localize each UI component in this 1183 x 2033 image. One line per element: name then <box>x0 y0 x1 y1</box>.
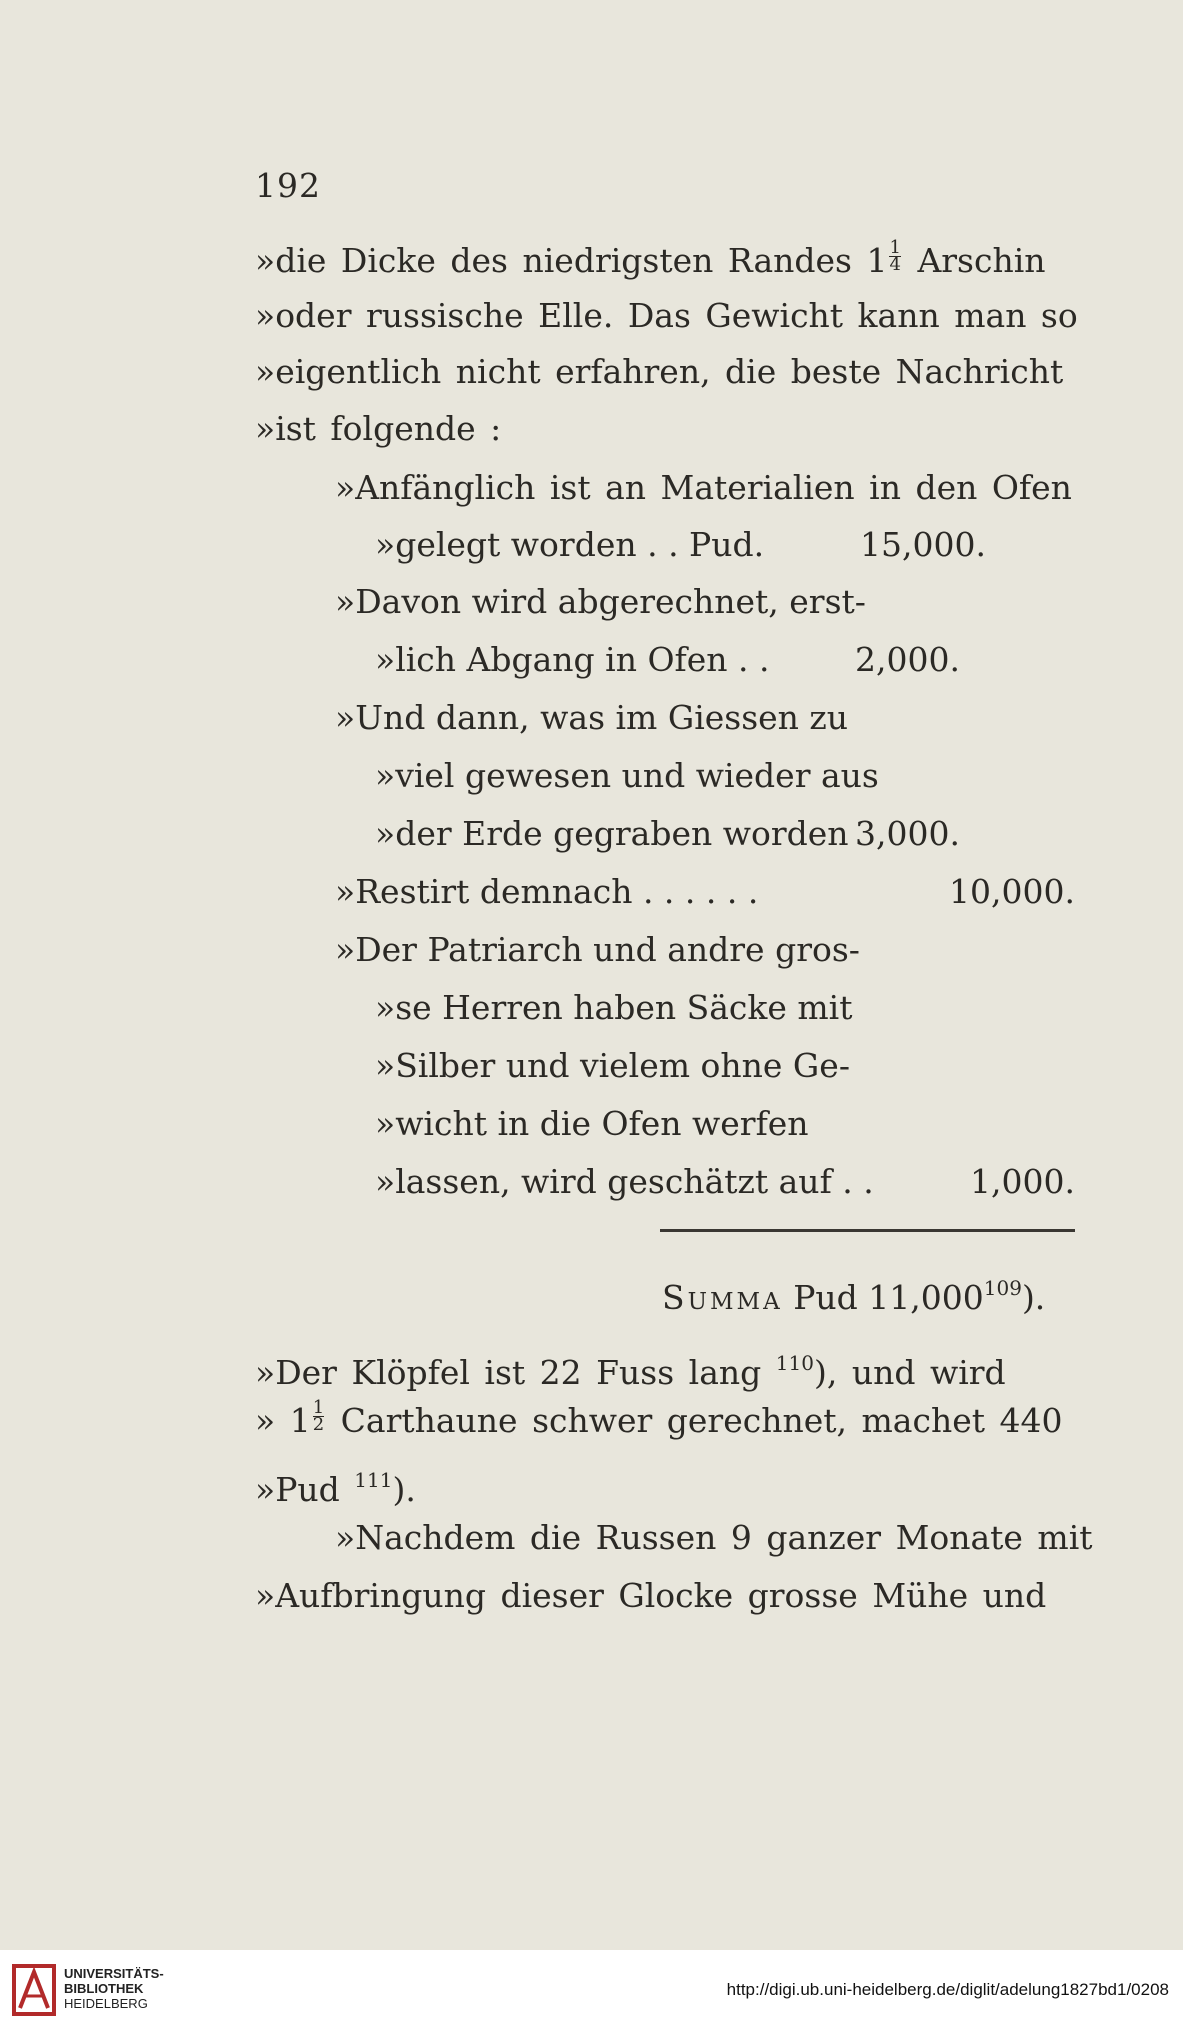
fraction-one-half: 1 $\frac{1}{2}$ <box>289 1397 325 1440</box>
table-row-label: »Und dann, was im Giessen zu <box>335 698 849 737</box>
table-row-label: »se Herren haben Säcke mit <box>375 988 853 1027</box>
summa-label: Summa <box>662 1278 783 1317</box>
text-line-6: »Der Klöpfel ist 22 Fuss lang $^{110}$), und wird <box>255 1351 1006 1392</box>
table-row-label: »Restirt demnach . . . . . . <box>335 872 759 911</box>
table-row-label: »Der Patriarch und andre gros- <box>335 930 860 969</box>
ub-heidelberg-logo-icon[interactable] <box>12 1962 56 2018</box>
text-line-8: »Pud $^{111}$). <box>255 1468 416 1509</box>
table-row-label: »wicht in die Ofen werfen <box>375 1104 809 1143</box>
institution-name: UNIVERSITÄTS- BIBLIOTHEK HEIDELBERG <box>64 1966 164 2011</box>
text-line-4: »ist folgende : <box>255 409 502 448</box>
table-row-value: 10,000. <box>949 872 1075 911</box>
table-row-value: 1,000. <box>970 1162 1075 1201</box>
table-row-label: »Davon wird abgerechnet, erst- <box>335 582 866 621</box>
table-row-label: »der Erde gegraben worden <box>375 814 849 853</box>
permalink-url[interactable]: http://digi.ub.uni-heidelberg.de/diglit/adelung1827bd1/0208 <box>726 1980 1169 1999</box>
table-row-label: »gelegt worden . . Pud. <box>375 525 765 564</box>
table-row-value: 2,000. <box>855 640 960 679</box>
text-line-2: »oder russische Elle. Das Gewicht kann man so <box>255 296 1078 335</box>
viewer-footer <box>0 1950 1183 2033</box>
fraction-one-quarter: 1 $\frac{1}{4}$ <box>866 237 901 280</box>
sum-rule <box>660 1229 1075 1232</box>
table-row-value: 15,000. <box>860 525 986 564</box>
table-row-label: »viel gewesen und wieder aus <box>375 756 879 795</box>
text-line-1-end: Arschin <box>917 241 1046 280</box>
text-line-10: »Aufbringung dieser Glocke grosse Mühe und <box>255 1576 1047 1615</box>
footnote-ref: 111 <box>354 1468 393 1492</box>
table-row-label: »Silber und vielem ohne Ge- <box>375 1046 850 1085</box>
text-line-9: »Nachdem die Russen 9 ganzer Monate mit <box>335 1518 1093 1557</box>
footnote-ref: 109 <box>983 1276 1022 1300</box>
table-row-value: 3,000. <box>855 814 960 853</box>
page-number: 192 <box>255 166 321 205</box>
text-line-1-start: »die Dicke des niedrigsten Randes <box>255 241 852 280</box>
table-row-label: »lassen, wird geschätzt auf . . <box>375 1162 874 1201</box>
summa-line: Summa Pud 11,000$^{109}$). <box>662 1276 1046 1317</box>
footnote-ref: 110 <box>775 1351 814 1375</box>
table-row-label: »lich Abgang in Ofen . . <box>375 640 770 679</box>
text-line-5: »Anfänglich ist an Materialien in den Ofen <box>335 468 1072 507</box>
text-line-7: » 1 $\frac{1}{2}$ Carthaune schwer gerechnet, machet 440 <box>255 1397 1063 1440</box>
text-line-1 <box>255 237 1046 281</box>
text-line-3: »eigentlich nicht erfahren, die beste Nachricht <box>255 352 1064 391</box>
summa-amount: Pud 11,000 <box>793 1278 984 1317</box>
